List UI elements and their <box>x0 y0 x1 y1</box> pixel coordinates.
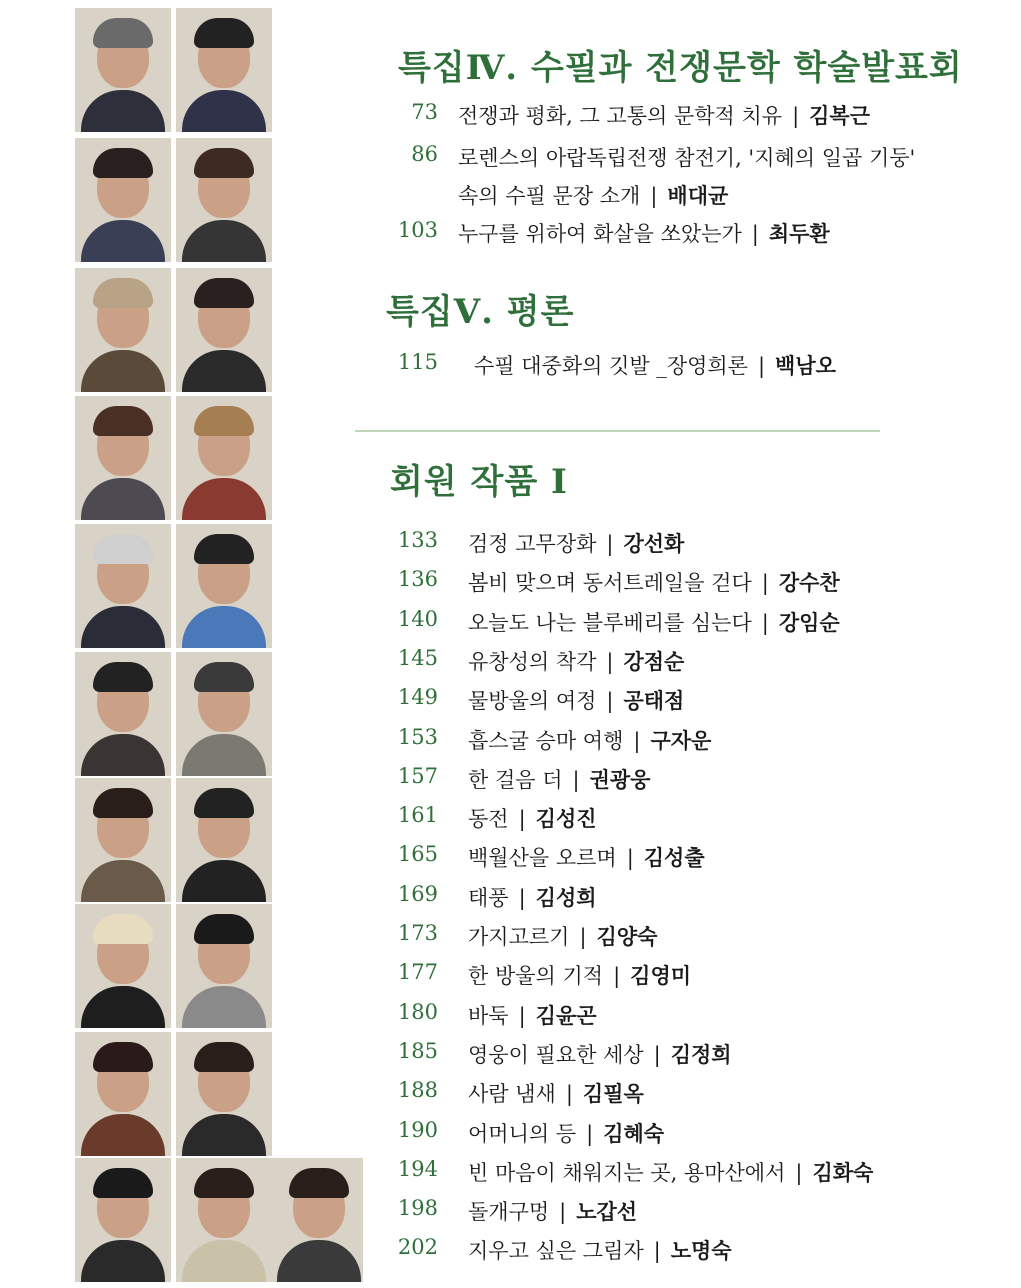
author-photo <box>75 268 171 392</box>
separator: | <box>606 650 614 674</box>
author-photo <box>176 778 272 902</box>
entry-author: 최두환 <box>768 222 830 246</box>
entry-title: 가지고르기 <box>468 925 570 949</box>
page-number: 153 <box>397 725 438 749</box>
entry-author: 노갑선 <box>576 1200 638 1224</box>
separator: | <box>761 611 769 635</box>
entry-author: 김화숙 <box>812 1161 874 1185</box>
author-photo <box>176 138 272 262</box>
entry-author: 백남오 <box>775 354 836 378</box>
entry-title: 한 걸음 더 <box>468 768 563 792</box>
separator: | <box>757 354 766 378</box>
separator: | <box>579 925 587 949</box>
entry-author: 강점순 <box>623 650 685 674</box>
separator: | <box>559 1200 567 1224</box>
author-photo <box>176 652 272 776</box>
separator: | <box>653 1043 661 1067</box>
entry-author: 김혜숙 <box>603 1122 665 1146</box>
page-number: 202 <box>397 1235 438 1259</box>
entry-title-continued: 속의 수필 문장 소개 <box>458 184 641 208</box>
separator: | <box>586 1122 594 1146</box>
author-photo <box>75 138 171 262</box>
entry-author: 강수찬 <box>778 571 840 595</box>
author-photo <box>75 778 171 902</box>
page-number: 103 <box>397 218 438 242</box>
separator: | <box>518 1004 526 1028</box>
separator: | <box>792 104 800 128</box>
entry-author: 강선화 <box>623 532 685 556</box>
entry-author: 구자운 <box>650 729 712 753</box>
page-number: 165 <box>397 842 438 866</box>
author-photo <box>75 652 171 776</box>
page-number: 115 <box>397 350 438 374</box>
separator: | <box>606 532 614 556</box>
separator: | <box>650 184 658 208</box>
entry-title: 검정 고무장화 <box>468 532 597 556</box>
author-photo <box>75 396 171 520</box>
entry-title: 백월산을 오르며 <box>468 846 617 870</box>
entry-author: 노명숙 <box>670 1239 732 1263</box>
entry-title: 사람 냄새 <box>468 1082 556 1106</box>
separator: | <box>613 964 621 988</box>
page-number: 73 <box>411 100 438 124</box>
entry-title: 어머니의 등 <box>468 1122 577 1146</box>
page-number: 133 <box>397 528 438 552</box>
page-number: 177 <box>397 960 438 984</box>
entry-author: 김영미 <box>630 964 692 988</box>
separator: | <box>653 1239 661 1263</box>
entry-title: 누구를 위하여 화살을 쏘았는가 <box>458 222 742 246</box>
page-number: 136 <box>397 567 438 591</box>
author-photo <box>176 8 272 132</box>
author-photo <box>176 1032 272 1156</box>
page-number: 198 <box>397 1196 438 1220</box>
page-number: 149 <box>397 685 438 709</box>
page-number: 86 <box>411 142 438 166</box>
separator: | <box>518 886 526 910</box>
page-number: 180 <box>397 1000 438 1024</box>
separator: | <box>633 729 641 753</box>
author-photo <box>176 268 272 392</box>
author-photo <box>176 396 272 520</box>
page-number: 140 <box>397 607 438 631</box>
separator: | <box>626 846 634 870</box>
page-number: 194 <box>397 1157 438 1181</box>
separator: | <box>572 768 580 792</box>
entry-title: 봄비 맞으며 동서트레일을 걷다 <box>468 571 752 595</box>
entry-title: 한 방울의 기적 <box>468 964 604 988</box>
author-photo <box>176 524 272 648</box>
separator: | <box>565 1082 573 1106</box>
entry-author: 권광웅 <box>589 768 651 792</box>
author-photo <box>176 1158 272 1282</box>
author-photo <box>75 1158 171 1282</box>
author-photo <box>75 8 171 132</box>
section-divider <box>355 430 880 432</box>
author-photo <box>75 524 171 648</box>
entry-title: 흡스굴 승마 여행 <box>468 729 624 753</box>
entry-author: 김복근 <box>809 104 870 128</box>
entry-title: 태풍 <box>468 886 509 910</box>
entry-title: 바둑 <box>468 1004 509 1028</box>
entry-author: 배대균 <box>667 184 729 208</box>
section-title-member-works: 회원 작품 I <box>390 462 568 502</box>
entry-author: 김양숙 <box>596 925 658 949</box>
author-photo <box>271 1158 363 1282</box>
separator: | <box>761 571 769 595</box>
page-number: 188 <box>397 1078 438 1102</box>
entry-author: 강임순 <box>778 611 840 635</box>
section-title-special-5: 특집Ⅴ. 평론 <box>386 292 575 332</box>
separator: | <box>518 807 526 831</box>
entry-author: 김필옥 <box>582 1082 644 1106</box>
entry-title: 돌개구멍 <box>468 1200 550 1224</box>
entry-author: 김성희 <box>535 886 597 910</box>
entry-title: 지우고 싶은 그림자 <box>468 1239 644 1263</box>
entry-author: 김성출 <box>643 846 705 870</box>
entry-title: 물방울의 여정 <box>468 689 597 713</box>
entry-author: 공태점 <box>623 689 685 713</box>
author-photo <box>75 904 171 1028</box>
page-number: 157 <box>397 764 438 788</box>
entry-author: 김성진 <box>535 807 597 831</box>
entry-title: 동전 <box>468 807 509 831</box>
page-number: 190 <box>397 1118 438 1142</box>
separator: | <box>606 689 614 713</box>
section-title-special-4: 특집Ⅳ. 수필과 전쟁문학 학술발표회 <box>398 48 963 88</box>
page-number: 185 <box>397 1039 438 1063</box>
entry-author: 김윤곤 <box>535 1004 597 1028</box>
entry-title: 유창성의 착각 <box>468 650 597 674</box>
page-number: 169 <box>397 882 438 906</box>
entry-title: 전쟁과 평화, 그 고통의 문학적 치유 <box>458 104 783 128</box>
author-photo <box>176 904 272 1028</box>
author-photo <box>75 1032 171 1156</box>
entry-author: 김정희 <box>670 1043 732 1067</box>
entry-title: 빈 마음이 채워지는 곳, 용마산에서 <box>468 1161 786 1185</box>
page-number: 145 <box>397 646 438 670</box>
page-number: 161 <box>397 803 438 827</box>
separator: | <box>795 1161 803 1185</box>
entry-title: 영웅이 필요한 세상 <box>468 1043 644 1067</box>
entry-title: 로렌스의 아랍독립전쟁 참전기, '지혜의 일곱 기둥' <box>458 146 916 170</box>
entry-title: 오늘도 나는 블루베리를 심는다 <box>468 611 752 635</box>
page-number: 173 <box>397 921 438 945</box>
entry-title: 수필 대중화의 깃발 _장영희론 <box>474 354 748 378</box>
separator: | <box>751 222 759 246</box>
